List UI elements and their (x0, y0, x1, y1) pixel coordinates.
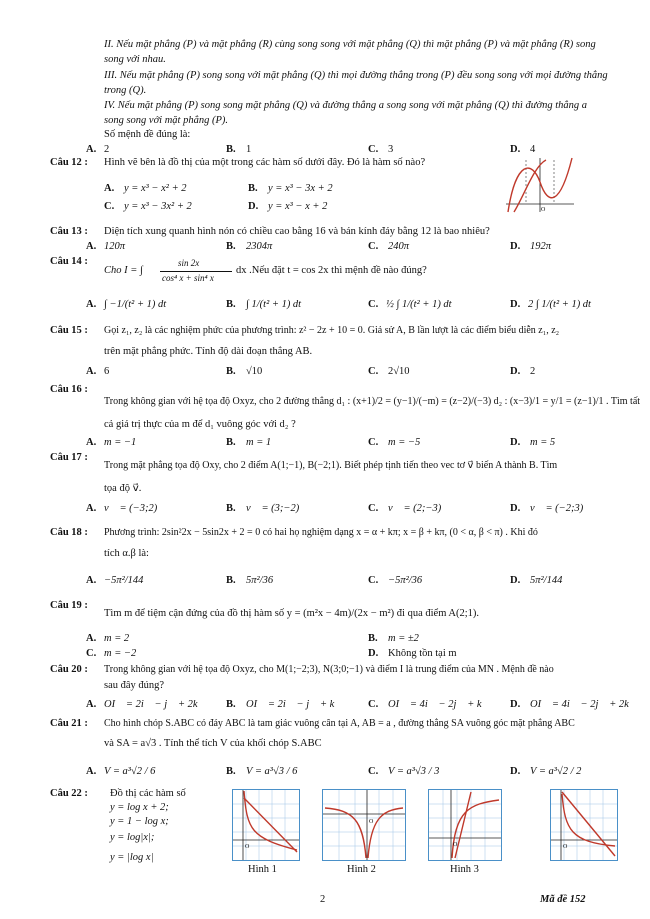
svg-text:O: O (563, 844, 568, 850)
intro-option-d-letter: D. (510, 144, 521, 155)
q15-b-letter: B. (226, 366, 236, 377)
q14-d-letter: D. (510, 299, 521, 310)
q14-a-letter: A. (86, 299, 97, 310)
q22-f3: y = log|x|; (110, 832, 155, 843)
q20-d-letter: D. (510, 699, 521, 710)
q17-d-letter: D. (510, 503, 521, 514)
q22-graph-3 (428, 789, 502, 861)
q13-label: Câu 13 : (50, 226, 88, 237)
q22-f2: y = 1 − log x; (110, 816, 169, 827)
q16-option-b: m = 1 (246, 437, 272, 448)
q18-b-letter: B. (226, 575, 236, 586)
q19-option-c: m = −2 (104, 648, 137, 659)
q14-numerator: sin 2x (178, 258, 200, 268)
q19-option-d: Không tồn tại m (388, 648, 457, 659)
intro-option-c: 3 (388, 144, 394, 155)
q21-line1: Cho hình chóp S.ABC có đáy ABC là tam giác vuông cân tại A, AB = a , đường thẳng SA vuông góc mặt phẳng ABC (104, 718, 575, 729)
q20-option-b: OI⃗ = 2i⃗ − j⃗ + k⃗ (246, 699, 343, 710)
q16-a-letter: A. (86, 437, 97, 448)
q17-option-a: v⃗ = (−3;2) (104, 503, 158, 514)
q16-line1: Trong không gian với hệ tọa độ Oxyz, cho 2 đường thẳng d₁ : (x+1)/2 = (y−1)/(−m) = (z−2)/(−3) d₂ : (x−3)/1 = y/1 = (z−1)/1 . Tìm tất (104, 396, 641, 407)
q15-option-b: √10 (246, 366, 263, 377)
q15-line1: Gọi z₁, z₂ là các nghiệm phức của phương trình: z² − 2z + 10 = 0. Giả sử A, B lần lượt là các điểm biểu diễn z₁, z₂ (104, 325, 560, 336)
q19-option-a: m = 2 (104, 633, 130, 644)
q18-option-b: 5π²/36 (246, 575, 274, 586)
q15-option-d: 2 (530, 366, 536, 377)
q13-a-letter: A. (86, 241, 97, 252)
q21-line2: và SA = a√3 . Tính thể tích V của khối chóp S.ABC (104, 738, 322, 749)
q20-line2: sau đây đúng? (104, 680, 165, 691)
q22-graph-2 (322, 789, 406, 861)
q12-option-d: y = x³ − x + 2 (268, 201, 328, 212)
q22-label: Câu 22 : (50, 788, 88, 799)
intro-option-d: 4 (530, 144, 536, 155)
q16-d-letter: D. (510, 437, 521, 448)
q13-option-d: 192π (530, 241, 552, 252)
q17-option-d: v⃗ = (−2;3) (530, 503, 584, 514)
svg-text:O: O (541, 207, 546, 213)
statement-2: II. Nếu mặt phẳng (P) và mặt phẳng (R) cùng song song với mặt phẳng (Q) thì mặt phẳng (P) và mặt phẳng (R) song (104, 39, 596, 50)
q13-option-a: 120π (104, 241, 126, 252)
q15-option-c: 2√10 (388, 366, 410, 377)
q13-text: Diện tích xung quanh hình nón có chiều cao bằng 16 và bán kính đáy bằng 12 là bao nhiêu? (104, 226, 490, 237)
svg-text:O: O (453, 842, 458, 848)
q20-a-letter: A. (86, 699, 97, 710)
q12-option-c: y = x³ − 3x² + 2 (124, 201, 192, 212)
q19-line1: Tìm m để tiệm cận đứng của đồ thị hàm số y = (m²x − 4m)/(2x − m²) đi qua điểm A(2;1). (104, 608, 480, 619)
q15-option-a: 6 (104, 366, 110, 377)
q17-c-letter: C. (368, 503, 379, 514)
q15-label: Câu 15 : (50, 325, 88, 336)
q17-option-c: v⃗ = (2;−3) (388, 503, 442, 514)
q20-option-a: OI⃗ = 2i⃗ − j⃗ + 2k⃗ (104, 699, 206, 710)
statement-3-cont: trong (Q). (104, 85, 147, 96)
q21-option-d: V = a³√2 / 2 (530, 766, 582, 777)
q12-a-letter: A. (104, 183, 115, 194)
page-number: 2 (320, 894, 326, 905)
q16-line2: cả giá trị thực của m để d₁ vuông góc với d₂ ? (104, 419, 296, 430)
intro-option-a: 2 (104, 144, 110, 155)
q22-graph-4 (550, 789, 618, 861)
q19-a-letter: A. (86, 633, 97, 644)
q18-option-a: −5π²/144 (104, 575, 144, 586)
q17-line1: Trong mặt phẳng tọa độ Oxy, cho 2 điểm A(1;−1), B(−2;1). Biết phép tịnh tiến theo vec tơ v⃗ biến A thành B. Tìm (104, 460, 558, 471)
q22-caption-2: Hình 2 (347, 864, 376, 875)
q18-a-letter: A. (86, 575, 97, 586)
q22-intro: Đồ thị các hàm số (110, 788, 186, 799)
q20-label: Câu 20 : (50, 664, 88, 675)
intro-option-c-letter: C. (368, 144, 379, 155)
q16-option-d: m = 5 (530, 437, 556, 448)
statement-2-cont: song với nhau. (104, 54, 166, 65)
q12-option-b: y = x³ − 3x + 2 (268, 183, 333, 194)
q13-d-letter: D. (510, 241, 521, 252)
q14-text-pre: Cho I = ∫ (104, 265, 143, 276)
q14-fraction-bar (160, 271, 232, 272)
q22-f4: y = |log x| (110, 852, 154, 863)
intro-prompt: Số mệnh đề đúng là: (104, 129, 191, 140)
q22-caption-3: Hình 3 (450, 864, 479, 875)
q16-b-letter: B. (226, 437, 236, 448)
q16-label: Câu 16 : (50, 384, 88, 395)
q16-option-a: m = −1 (104, 437, 137, 448)
q12-option-a: y = x³ − x² + 2 (124, 183, 187, 194)
q14-denominator: cos⁴ x + sin⁴ x (162, 273, 214, 283)
q22-f1: y = log x + 2; (110, 802, 169, 813)
q20-b-letter: B. (226, 699, 236, 710)
intro-option-b-letter: B. (226, 144, 236, 155)
q12-text: Hình vẽ bên là đồ thị của một trong các hàm số dưới đây. Đó là hàm số nào? (104, 157, 426, 168)
q14-label: Câu 14 : (50, 256, 88, 267)
q21-option-c: V = a³√3 / 3 (388, 766, 440, 777)
svg-text:O: O (369, 819, 374, 825)
exam-code: Mã đề 152 (540, 894, 586, 905)
q19-d-letter: D. (368, 648, 379, 659)
q15-d-letter: D. (510, 366, 521, 377)
intro-option-b: 1 (246, 144, 252, 155)
q20-line1: Trong không gian với hệ tọa độ Oxyz, cho M(1;−2;3), N(3;0;−1) và điểm I là trung điểm của MN . Mệnh đề nào (104, 664, 554, 675)
q14-option-d: 2 ∫ 1/(t² + 1) dt (528, 299, 591, 310)
q12-b-letter: B. (248, 183, 258, 194)
q22-graph-1 (232, 789, 300, 861)
q22-caption-1: Hình 1 (248, 864, 277, 875)
q21-a-letter: A. (86, 766, 97, 777)
intro-option-a-letter: A. (86, 144, 97, 155)
q14-c-letter: C. (368, 299, 379, 310)
q14-b-letter: B. (226, 299, 236, 310)
q14-option-c: ½ ∫ 1/(t² + 1) dt (386, 299, 452, 310)
q18-option-c: −5π²/36 (388, 575, 423, 586)
q13-b-letter: B. (226, 241, 236, 252)
q18-line2: tích α.β là: (104, 548, 149, 559)
q13-option-c: 240π (388, 241, 410, 252)
q20-option-c: OI⃗ = 4i⃗ − 2j⃗ + k⃗ (388, 699, 490, 710)
q20-option-d: OI⃗ = 4i⃗ − 2j⃗ + 2k⃗ (530, 699, 637, 710)
q18-c-letter: C. (368, 575, 379, 586)
q15-line2: trên mặt phẳng phức. Tính độ dài đoạn thẳng AB. (104, 346, 313, 357)
q18-label: Câu 18 : (50, 527, 88, 538)
q21-b-letter: B. (226, 766, 236, 777)
q17-a-letter: A. (86, 503, 97, 514)
q21-option-a: V = a³√2 / 6 (104, 766, 156, 777)
q18-line1: Phương trình: 2sin²2x − 5sin2x + 2 = 0 có hai họ nghiệm dạng x = α + kπ; x = β + kπ, (0 < α, β < π) . Khi đó (104, 527, 538, 538)
q16-c-letter: C. (368, 437, 379, 448)
q14-option-b: ∫ 1/(t² + 1) dt (246, 299, 302, 310)
q17-line2: tọa độ v⃗. (104, 483, 142, 494)
q15-a-letter: A. (86, 366, 97, 377)
q13-option-b: 2304π (246, 241, 273, 252)
statement-3: III. Nếu mặt phẳng (P) song song với mặt phẳng (Q) thì mọi đường thẳng trong (P) đều song song với mọi đường thẳng (104, 70, 608, 81)
q21-option-b: V = a³√3 / 6 (246, 766, 298, 777)
q16-option-c: m = −5 (388, 437, 421, 448)
q17-b-letter: B. (226, 503, 236, 514)
q12-cubic-graph (504, 156, 576, 214)
q19-b-letter: B. (368, 633, 378, 644)
q19-c-letter: C. (86, 648, 97, 659)
statement-4-cont: song song với mặt phẳng (P). (104, 115, 229, 126)
q14-option-a: ∫ −1/(t² + 1) dt (104, 299, 167, 310)
q14-text-post: dx .Nếu đặt t = cos 2x thì mệnh đề nào đúng? (236, 265, 427, 276)
statement-4: IV. Nếu mặt phẳng (P) song song mặt phẳng (Q) và đường thẳng a song song với mặt phẳng (Q) thì đường thẳng a (104, 100, 588, 111)
q21-c-letter: C. (368, 766, 379, 777)
q20-c-letter: C. (368, 699, 379, 710)
q21-label: Câu 21 : (50, 718, 88, 729)
q15-c-letter: C. (368, 366, 379, 377)
q12-c-letter: C. (104, 201, 115, 212)
q17-option-b: v⃗ = (3;−2) (246, 503, 300, 514)
q21-d-letter: D. (510, 766, 521, 777)
q19-option-b: m = ±2 (388, 633, 419, 644)
q13-c-letter: C. (368, 241, 379, 252)
q18-option-d: 5π²/144 (530, 575, 563, 586)
svg-text:O: O (245, 844, 250, 850)
q12-label: Câu 12 : (50, 157, 88, 168)
q18-d-letter: D. (510, 575, 521, 586)
q17-label: Câu 17 : (50, 452, 88, 463)
q19-label: Câu 19 : (50, 600, 88, 611)
q12-d-letter: D. (248, 201, 259, 212)
